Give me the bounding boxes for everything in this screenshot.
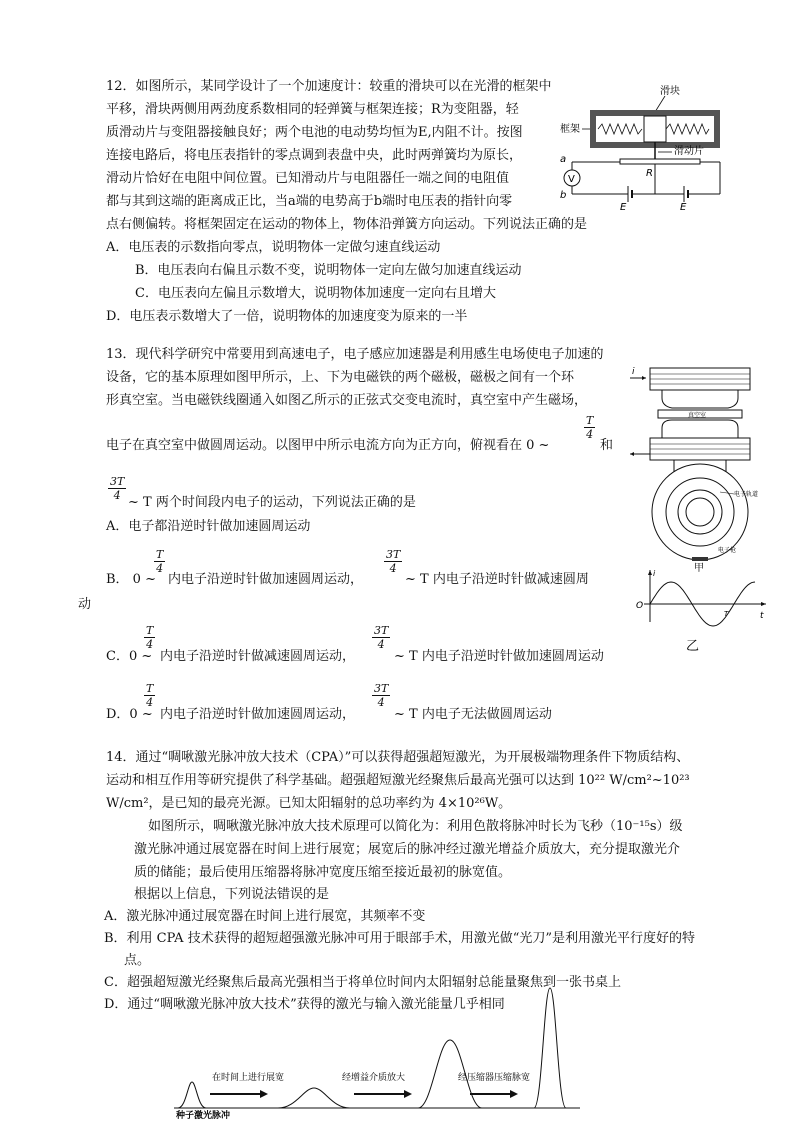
- q13-upper-pole: [662, 390, 738, 408]
- q13-current-graph-yi: [636, 566, 770, 652]
- q13-graph-label-period: T: [724, 610, 729, 618]
- q14-cpa-diagram: [170, 984, 590, 1123]
- q13-line-4-and: 和: [600, 438, 614, 453]
- q14-option-a: A．激光脉冲通过展宽器在时间上进行展宽，其频率不变: [104, 909, 426, 924]
- q13-graph-label-t: t: [760, 611, 764, 621]
- q12-line-1: 12．如图所示，某同学设计了一个加速度计：较重的滑块可以在光滑的框架中: [106, 79, 552, 94]
- q13-option-c-2: 内电子沿逆时针做减速圆周运动，: [160, 649, 356, 664]
- q13-label-i-top: i: [632, 367, 635, 377]
- q13-graph-label-i: i: [653, 569, 656, 578]
- q13-frac-t4-d: $\frac{T}{4}$: [146, 682, 154, 709]
- q12-line-7: 点右侧偏转。将框架固定在运动的物体上，物体沿弹簧方向运动。下列说法正确的是: [106, 217, 588, 232]
- q14-line-3: W/cm²，是已知的最亮光源。已知太阳辐射的总功率约为 4×10²⁶W。: [106, 796, 512, 811]
- q12-option-c: C．电压表向左偏且示数增大，说明物体加速度一定向右且增大: [135, 286, 496, 301]
- q12-label-r: R: [646, 168, 653, 179]
- q12-resistor: [620, 159, 700, 164]
- q12-label-slider: 滑块: [660, 86, 680, 97]
- q14-line-7: 根据以上信息，下列说法错误的是: [134, 887, 330, 902]
- q13-label-beam: 电子轨道: [734, 491, 759, 498]
- q13-line-4: 电子在真空室中做圆周运动。以图甲中所示电流方向为正方向，俯视看在 0 ~: [106, 438, 550, 453]
- q13-frac-t4-c: $\frac{T}{4}$: [146, 624, 154, 651]
- q13-option-b-2: 内电子沿逆时针做加速圆周运动，: [168, 572, 364, 587]
- q13-lower-pole: [662, 420, 738, 438]
- q12-label-e2: E: [680, 202, 687, 212]
- q13-electron-gun: [692, 557, 708, 561]
- q12-label-frame: 框架: [560, 124, 580, 135]
- q13-frac-3t4-c: $\frac{3T}{4}$: [374, 624, 389, 651]
- q14-stretched-pulse: [278, 1088, 350, 1108]
- q14-line-1: 14．通过“啁啾激光脉冲放大技术（CPA）”可以获得超强超短激光，为开展极端物理条件下物质结构、: [106, 750, 690, 765]
- q13-frac-t4-a: $\frac{T}{4}$: [586, 414, 594, 441]
- q12-label-a: a: [560, 154, 567, 165]
- q13-graph-label-o: O: [636, 601, 644, 611]
- q13-label-gun: 电子枪: [718, 547, 737, 554]
- q13-option-b-1: B． 0 ~: [106, 572, 156, 587]
- q13-frac-3t4-b: $\frac{3T}{4}$: [386, 548, 401, 575]
- q14-line-2: 运动和相互作用等研究提供了科学基础。超强超短激光经聚焦后最高光强可以达到 10²² W/cm²~10²³: [106, 773, 690, 788]
- q13-frac-3t4-d: $\frac{3T}{4}$: [374, 682, 389, 709]
- q13-frac-3t4-a: $\frac{3T}{4}$: [110, 475, 125, 502]
- q12-option-b: B．电压表向右偏且示数不变，说明物体一定向左做匀加速直线运动: [135, 263, 522, 278]
- q14-label-step2: 经增益介质放大: [342, 1073, 406, 1083]
- q13-label-vacuum: 真空室: [688, 412, 707, 419]
- q14-line-6: 质的储能；最后使用压缩器将脉冲宽度压缩至接近最初的脉宽值。: [134, 865, 512, 880]
- q14-label-step3: 经压缩器压缩脉宽: [458, 1073, 531, 1083]
- q14-option-b: B．利用 CPA 技术获得的超短超强激光脉冲可用于眼部手术，用激光做“光刀”是利用激光平行度好的特: [104, 931, 695, 946]
- q12-label-v: V: [568, 174, 575, 185]
- q13-option-c-3: ~ T 内电子沿逆时针做加速圆周运动: [394, 649, 604, 664]
- q13-option-d-1: D．0 ~: [106, 707, 153, 722]
- q13-line-2: 设备，它的基本原理如图甲所示，上、下为电磁铁的两个磁极，磁极之间有一个环: [106, 370, 575, 385]
- q14-compressed-pulse: [534, 988, 566, 1108]
- q13-option-b-4: 动: [78, 597, 92, 612]
- q12-label-e1: E: [620, 202, 627, 212]
- q14-label-step1: 在时间上进行展宽: [212, 1073, 285, 1083]
- q13-line-5: ~ T 两个时间段内电子的运动，下列说法正确的是: [128, 495, 416, 510]
- q12-line-3: 质滑动片与变阻器接触良好；两个电池的电动势均恒为E,内阻不计。按图: [106, 125, 523, 140]
- q14-option-b-cont: 点。: [124, 953, 151, 968]
- q13-label-jia: 甲: [694, 563, 704, 572]
- q12-option-a: A．电压表的示数指向零点，说明物体一定做匀速直线运动: [106, 240, 441, 255]
- q13-line-1: 13．现代科学研究中常要用到高速电子，电子感应加速器是利用感生电场使电子加速的: [106, 347, 604, 362]
- q14-option-c: C．超强超短激光经聚焦后最高光强相当于将单位时间内太阳辐射总能量聚焦到一张书桌上: [104, 975, 621, 990]
- q14-line-5: 激光脉冲通过展宽器在时间上进行展宽；展宽后的脉冲经过激光增益介质放大，充分提取激光介: [134, 842, 681, 857]
- q12-line-5: 滑动片恰好在电阻中间位置。已知滑动片与电阻器任一端之间的电阻值: [106, 171, 510, 186]
- q12-label-b: b: [560, 190, 567, 201]
- q13-option-d-3: ~ T 内电子无法做圆周运动: [394, 707, 552, 722]
- q13-frac-t4-b: $\frac{T}{4}$: [156, 548, 164, 575]
- q14-label-seed: 种子激光脉冲: [176, 1111, 231, 1121]
- q12-line-4: 连接电路后，将电压表指针的零点调到表盘中央，此时两弹簧均为原长，: [106, 148, 523, 163]
- q12-accelerometer-figure: [560, 82, 730, 212]
- q13-option-d-2: 内电子沿逆时针做加速圆周运动，: [160, 707, 356, 722]
- q13-option-a: A．电子都沿逆时针做加速圆周运动: [106, 519, 311, 534]
- q13-label-yi: 乙: [686, 639, 700, 652]
- q12-label-slide: 滑动片: [674, 146, 704, 157]
- q13-line-3: 形真空室。当电磁铁线圈通入如图乙所示的正弦式交变电流时，真空室中产生磁场，: [106, 393, 588, 408]
- q12-option-d: D．电压表示数增大了一倍，说明物体的加速度变为原来的一半: [106, 309, 468, 324]
- q14-seed-pulse: [178, 1082, 206, 1108]
- q12-line-2: 平移，滑块两侧用两劲度系数相同的轻弹簧与框架连接；R为变阻器，轻: [106, 102, 519, 117]
- q12-slider-block: [644, 116, 666, 142]
- q14-line-4: 如图所示，啁啾激光脉冲放大技术原理可以简化为：利用色散将脉冲时长为飞秒（10⁻¹⁵s）级: [148, 819, 683, 834]
- q13-accelerator-figure-jia: [622, 362, 772, 572]
- q12-line-6: 都与其到这端的距离成正比，当a端的电势高于b端时电压表的指针向零: [106, 194, 513, 209]
- q14-option-d: D．通过“啁啾激光脉冲放大技术”获得的激光与输入激光能量几乎相同: [104, 997, 505, 1012]
- q13-option-c-1: C．0 ~: [106, 649, 153, 664]
- q13-option-b-3: ~ T 内电子沿逆时针做减速圆周: [405, 572, 589, 587]
